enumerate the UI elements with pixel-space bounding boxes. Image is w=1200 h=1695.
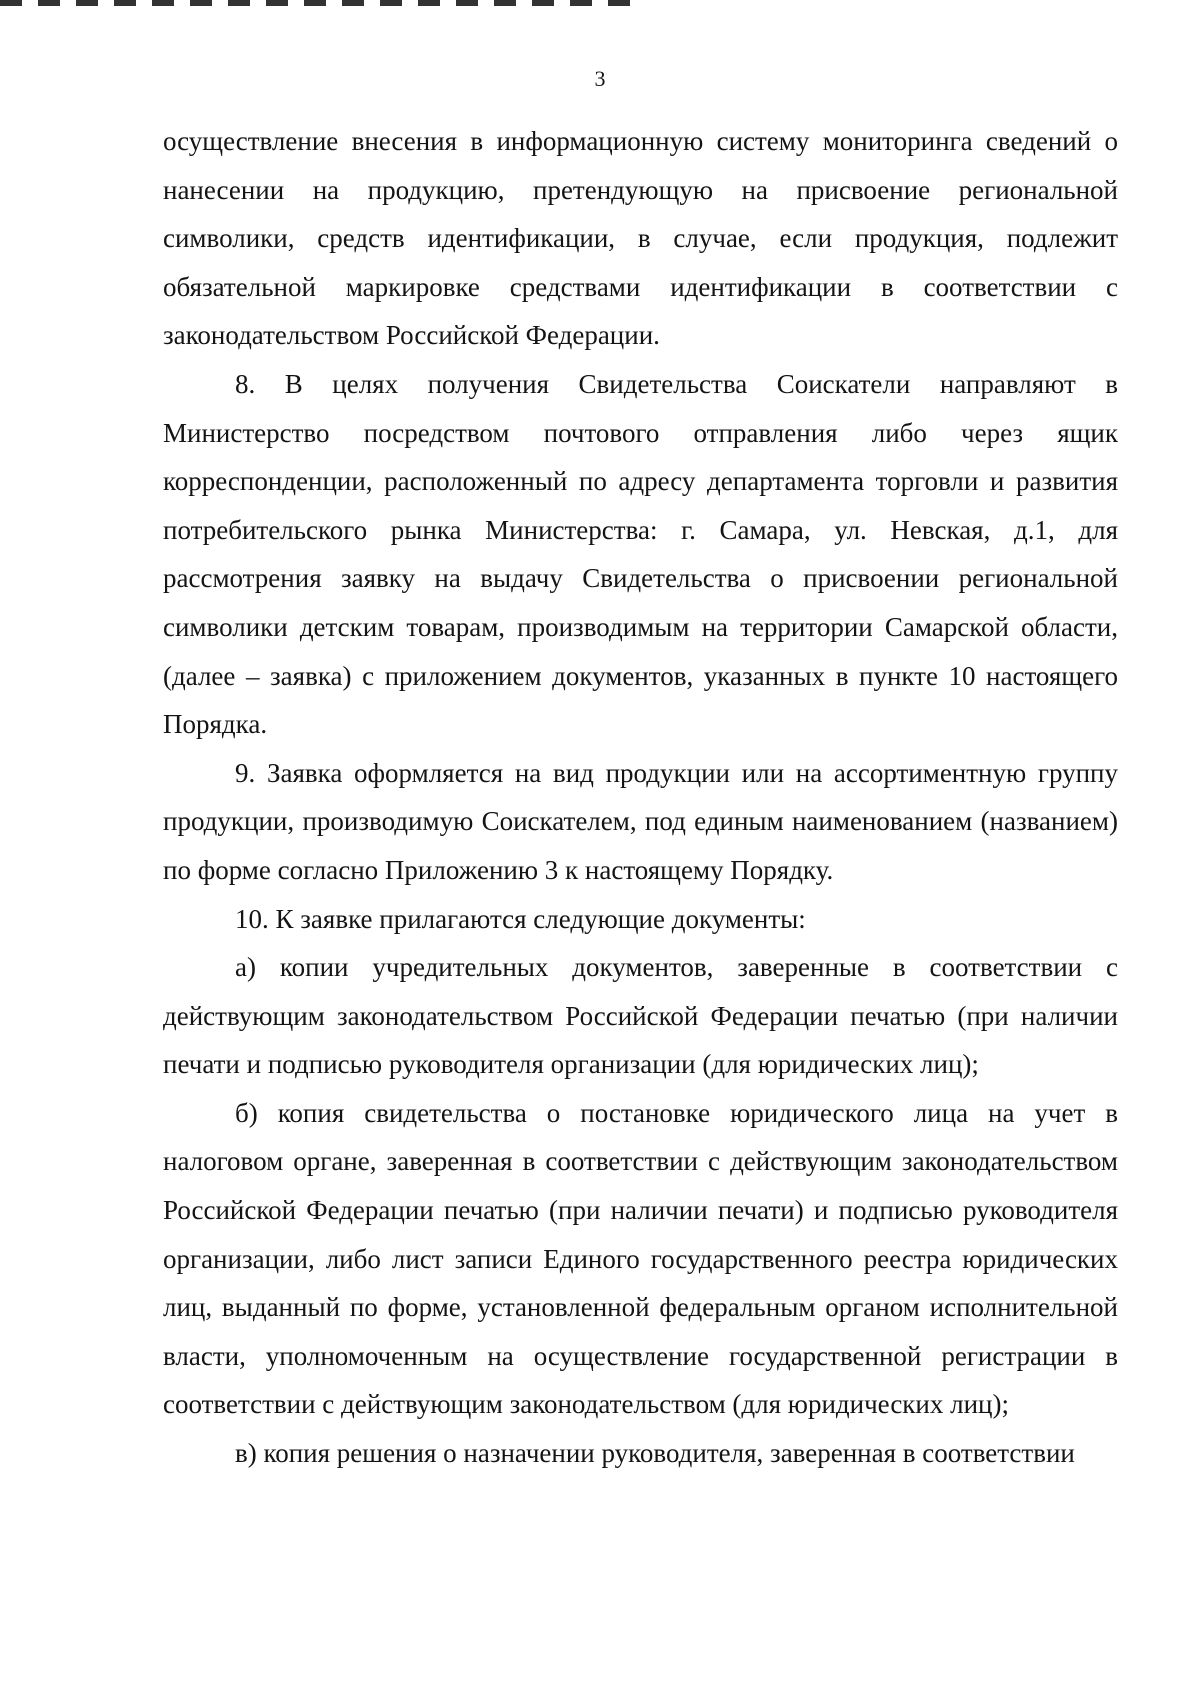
paragraph-subitem-v: в) копия решения о назначении руководителя, заверенная в соответствии [235, 1438, 1075, 1469]
paragraph-subitem-b: б) копия свидетельства о постановке юридического лица на учет в налоговом органе, заверенная в соответствии с действующим законодательством Российской Федерации печатью (при наличии печати) и подписью руководителя организации, либо лист записи Единого государственного реестра юридических лиц, выданный по форме, установленной федеральным органом исполнительной власти, уполномоченным на осуществление государственной регистрации в соответствии с действующим законодательством (для юридических лиц); [163, 1097, 1118, 1420]
page-number: 3 [594, 66, 606, 91]
document-body [163, 117, 1118, 1478]
paragraph-item-10: 10. К заявке прилагаются следующие документы: [235, 903, 806, 934]
paragraph-continuation: осуществление внесения в информационную систему мониторинга сведений о нанесении на продукцию, претендующую на присвоение региональной символики, средств идентификации, в случае, если продукция, подлежит обязательной маркировке средствами идентификации в соответствии с законодательством Российской Федерации. [163, 126, 1118, 351]
paragraph-item-8: 8. В целях получения Свидетельства Соискатели направляют в Министерство посредством почтового отправления либо через ящик корреспонденции, расположенный по адресу департамента торговли и развития потребительского рынка Министерства: г. Самара, ул. Невская, д.1, для рассмотрения заявку на выдачу Свидетельства о присвоении региональной символики детским товарам, производимым на территории Самарской области, (далее – заявка) с приложением документов, указанных в пункте 10 настоящего Порядка. [163, 368, 1118, 740]
paragraph-item-9: 9. Заявка оформляется на вид продукции или на ассортиментную группу продукции, производимую Соискателем, под единым наименованием (названием) по форме согласно Приложению 3 к настоящему Порядку. [163, 757, 1118, 885]
paragraph-subitem-a: а) копии учредительных документов, заверенные в соответствии с действующим законодательством Российской Федерации печатью (при наличии печати и подписью руководителя организации (для юридических лиц); [163, 952, 1118, 1080]
scan-edge-dashes [0, 0, 640, 6]
